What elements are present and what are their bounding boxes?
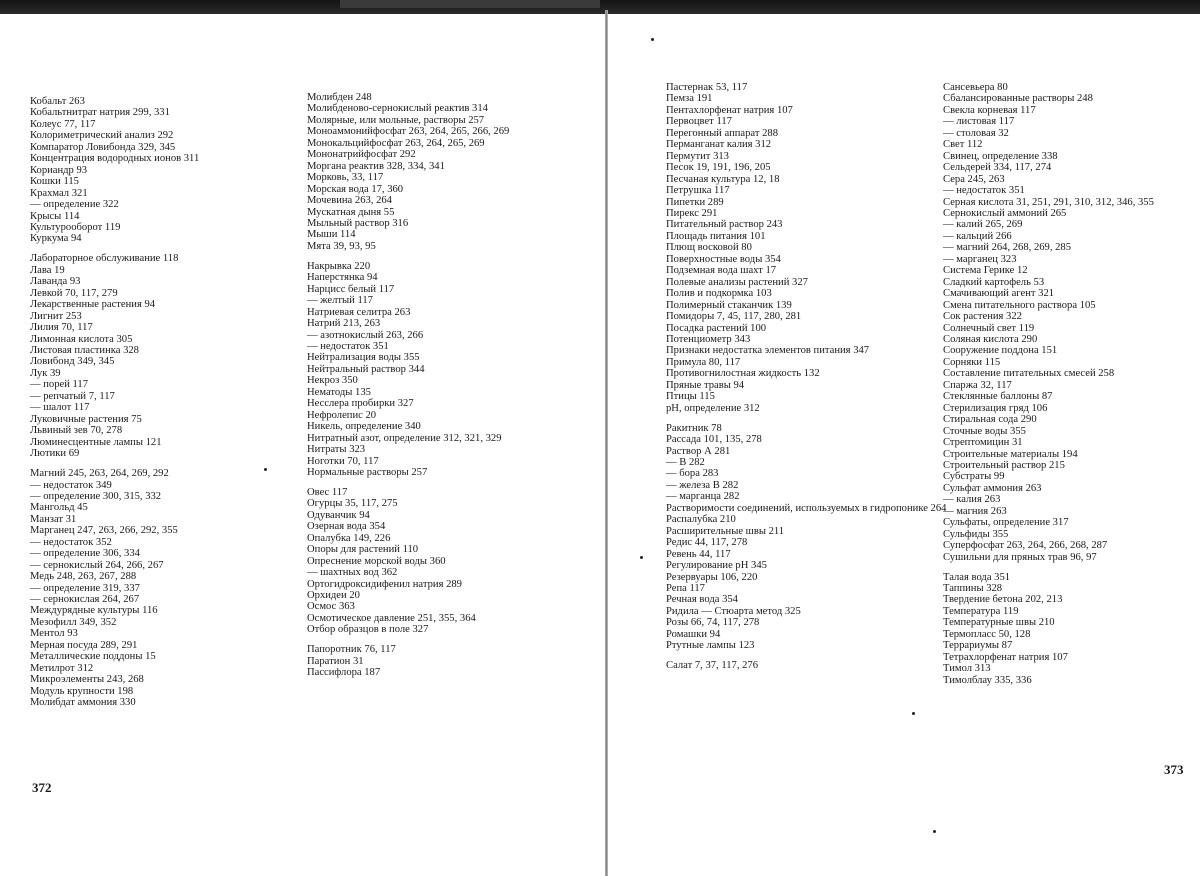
letter-group-gap <box>666 414 928 423</box>
index-entry: Моргана реактив 328, 334, 341 <box>307 160 445 172</box>
index-entry: Сульфиды 355 <box>943 528 1009 540</box>
index-entry: Сточные воды 355 <box>943 425 1026 437</box>
index-entry: Кобальт 263 <box>30 96 85 107</box>
index-entry: Потенциометр 343 <box>666 333 751 345</box>
index-entry: — азотнокислый 263, 266 <box>307 329 424 341</box>
index-entry: — В 282 <box>666 457 705 468</box>
index-entry: Тимол 313 <box>943 663 991 675</box>
index-entry: Ридила — Стюарта метод 325 <box>666 605 801 617</box>
letter-group-gap <box>307 636 579 645</box>
index-entry: Резервуары 106, 220 <box>666 571 758 583</box>
index-entry: Ромашки 94 <box>666 628 721 640</box>
index-entry: Молярные, или мольные, растворы 257 <box>307 114 485 126</box>
index-entry: Нефролепис 20 <box>307 409 377 421</box>
index-entry: Пермутит 313 <box>666 150 729 162</box>
index-entry: Сооружение поддона 151 <box>943 345 1058 357</box>
index-entry: Речная вода 354 <box>666 594 738 606</box>
index-entry: Лук 39 <box>30 367 61 379</box>
index-entry: Репа 117 <box>666 582 705 594</box>
index-entry: — калий 265, 269 <box>943 219 1023 231</box>
index-entry: — столовая 32 <box>943 127 1009 139</box>
index-entry: Мыши 114 <box>307 229 356 241</box>
index-entry: Сорняки 115 <box>943 356 1001 368</box>
index-entry: Песчаная культура 12, 18 <box>666 173 780 185</box>
index-entry: Сера 245, 263 <box>943 173 1005 185</box>
letter-group-gap <box>666 652 928 661</box>
index-entry: Колориметрический анализ 292 <box>30 130 174 142</box>
index-entry: Орхидеи 20 <box>307 590 360 602</box>
scan-speck <box>640 556 643 559</box>
index-entry: Нейтрализация воды 355 <box>307 352 420 364</box>
index-entry: Мыльный раствор 316 <box>307 217 409 229</box>
index-entry: Кориандр 93 <box>30 164 88 176</box>
index-entry: Компаратор Ловибонда 329, 345 <box>30 141 176 153</box>
index-entry: Спаржа 32, 117 <box>943 379 1012 391</box>
index-entry: Моноаммонийфосфат 263, 264, 265, 266, 269 <box>307 126 510 138</box>
index-entry: Мята 39, 93, 95 <box>307 240 376 252</box>
index-entry: Ревень 44, 117 <box>666 548 731 560</box>
index-entry: Никель, определение 340 <box>307 421 421 433</box>
index-entry: Питательный раствор 243 <box>666 219 783 231</box>
index-entry: Концентрация водородных ионов 311 <box>30 153 200 165</box>
index-entry: Строительные материалы 194 <box>943 448 1078 460</box>
index-entry: Субстраты 99 <box>943 471 1005 483</box>
index-entry: Смачивающий агент 321 <box>943 288 1055 300</box>
index-entry: Нитратный азот, определение 312, 321, 329 <box>307 432 502 444</box>
index-entry: Лекарственные растения 94 <box>30 299 156 311</box>
index-column-3 <box>666 82 947 672</box>
index-entry: Раствор А 281 <box>666 445 731 457</box>
index-entry: Ортогидроксидифенил натрия 289 <box>307 578 462 590</box>
index-entry: — марганец 323 <box>943 253 1017 265</box>
index-entry: Сансевьера 80 <box>943 82 1008 93</box>
index-entry: Одуванчик 94 <box>307 509 370 521</box>
index-entry: Сбалансированные растворы 248 <box>943 93 1093 105</box>
index-entry: Огурцы 35, 117, 275 <box>307 498 398 510</box>
index-entry: Ртутные лампы 123 <box>666 640 755 652</box>
index-entry: Кошки 115 <box>30 176 79 188</box>
index-entry: Пипетки 289 <box>666 196 724 208</box>
index-entry: Ментол 93 <box>30 628 78 640</box>
index-entry: Овес 117 <box>307 486 348 498</box>
index-entry: Сернокислый аммоний 265 <box>943 207 1067 219</box>
index-entry: Мерная посуда 289, 291 <box>30 639 138 651</box>
index-entry: Сельдерей 334, 117, 274 <box>943 162 1052 174</box>
index-entry: pH, определение 312 <box>666 402 760 414</box>
index-entry: Куркума 94 <box>30 233 82 245</box>
index-entry: — порей 117 <box>30 379 89 391</box>
index-entry: Лютики 69 <box>30 448 80 460</box>
index-entry: Озерная вода 354 <box>307 521 386 533</box>
index-entry: Осмос 363 <box>307 601 355 613</box>
index-entry: Таппины 328 <box>943 582 1003 594</box>
index-entry: Метилрот 312 <box>30 662 94 674</box>
index-entry: Распалубка 210 <box>666 514 736 526</box>
index-entry: Нематоды 135 <box>307 386 371 398</box>
index-entry: — определение 319, 337 <box>30 582 140 594</box>
index-entry: — недостаток 349 <box>30 479 112 491</box>
index-entry: Мускатная дыня 55 <box>307 206 395 218</box>
index-entry: Стерилизация гряд 106 <box>943 402 1048 414</box>
index-entry: Пассифлора 187 <box>307 667 381 679</box>
scan-speck <box>912 712 915 715</box>
index-entry: Строительный раствор 215 <box>943 459 1065 471</box>
index-entry: Лаванда 93 <box>30 276 81 288</box>
index-entry: Полевые анализы растений 327 <box>666 276 808 288</box>
index-entry: Опалубка 149, 226 <box>307 532 391 544</box>
index-entry: Расширительные швы 211 <box>666 525 785 537</box>
index-entry: Магний 245, 263, 264, 269, 292 <box>30 468 169 480</box>
index-entry: Монокальцийфосфат 263, 264, 265, 269 <box>307 137 485 149</box>
index-entry: Розы 66, 74, 117, 278 <box>666 617 760 629</box>
index-entry: Пряные травы 94 <box>666 379 745 391</box>
index-entry: Микроэлементы 243, 268 <box>30 674 144 686</box>
page-number-right: 373 <box>1164 762 1184 777</box>
index-entry: Морковь, 33, 117 <box>307 172 384 184</box>
index-entry: Лимонная кислота 305 <box>30 333 133 345</box>
index-entry: Стеклянные баллоны 87 <box>943 391 1053 403</box>
index-entry: Песок 19, 191, 196, 205 <box>666 162 771 174</box>
index-entry: Сладкий картофель 53 <box>943 276 1045 288</box>
index-entry: Температурные швы 210 <box>943 617 1055 629</box>
scan-speck <box>264 468 267 471</box>
index-entry: Стрептомицин 31 <box>943 437 1023 449</box>
index-entry: Ноготки 70, 117 <box>307 455 379 467</box>
index-entry: Левкой 70, 117, 279 <box>30 287 118 299</box>
index-entry: Паратион 31 <box>307 655 364 667</box>
index-entry: Система Герике 12 <box>943 265 1028 277</box>
index-entry: Редис 44, 117, 278 <box>666 537 748 549</box>
index-entry: Твердение бетона 202, 213 <box>943 594 1063 606</box>
index-entry: Посадка растений 100 <box>666 322 767 334</box>
index-entry: Салат 7, 37, 117, 276 <box>666 660 759 672</box>
index-entry: Междурядные культуры 116 <box>30 605 158 617</box>
index-entry: Молибденово-сернокислый реактив 314 <box>307 103 488 115</box>
index-entry: Опоры для растений 110 <box>307 544 419 556</box>
index-entry: Лилия 70, 117 <box>30 322 93 334</box>
index-entry: Полимерный стаканчик 139 <box>666 299 792 311</box>
index-entry: Нитраты 323 <box>307 444 366 456</box>
index-entry: — магний 264, 268, 269, 285 <box>943 242 1072 254</box>
index-entry: Сушильни для пряных трав 96, 97 <box>943 551 1097 563</box>
index-entry: Нормальные растворы 257 <box>307 467 428 478</box>
index-entry: Мангольд 45 <box>30 502 88 514</box>
index-entry: Папоротник 76, 117 <box>307 644 396 656</box>
index-entry: Площадь питания 101 <box>666 230 766 242</box>
index-entry: Культурооборот 119 <box>30 221 121 233</box>
index-entry: Морская вода 17, 360 <box>307 183 404 195</box>
index-entry: Термопласс 50, 128 <box>943 628 1031 640</box>
index-entry: Отбор образцов в поле 327 <box>307 624 429 636</box>
index-entry: — кальций 266 <box>943 230 1012 242</box>
index-entry: Примула 80, 117 <box>666 356 741 368</box>
index-entry: Опреснение морской воды 360 <box>307 555 446 567</box>
index-entry: Сульфаты, определение 317 <box>943 517 1069 529</box>
index-entry: Марганец 247, 263, 266, 292, 355 <box>30 525 178 537</box>
index-entry: Накрывка 220 <box>307 260 371 272</box>
index-entry: Лабораторное обслуживание 118 <box>30 253 179 265</box>
index-entry: Молибден 248 <box>307 92 372 103</box>
index-entry: Ловибонд 349, 345 <box>30 356 115 368</box>
index-column-2 <box>307 92 579 679</box>
index-entry: Первоцвет 117 <box>666 116 732 128</box>
index-entry: Луковичные растения 75 <box>30 413 142 425</box>
index-entry: — недостаток 351 <box>943 185 1025 197</box>
index-entry: — определение 300, 315, 332 <box>30 490 162 502</box>
index-entry: Свекла корневая 117 <box>943 104 1036 116</box>
index-column-4 <box>943 82 1198 686</box>
index-entry: Модуль крупности 198 <box>30 685 134 697</box>
index-entry: Лигнит 253 <box>30 310 82 322</box>
index-entry: Террариумы 87 <box>943 640 1013 652</box>
index-entry: Стиральная сода 290 <box>943 414 1037 426</box>
index-entry: Некроз 350 <box>307 375 358 387</box>
index-entry: Серная кислота 31, 251, 291, 310, 312, 346, 355 <box>943 196 1154 208</box>
index-entry: Манзат 31 <box>30 513 77 525</box>
index-entry: Петрушка 117 <box>666 185 730 197</box>
index-entry: Пирекс 291 <box>666 207 718 219</box>
index-entry: Львиный зев 70, 278 <box>30 425 123 437</box>
index-entry: Температура 119 <box>943 605 1019 617</box>
index-entry: Регулирование pH 345 <box>666 560 767 572</box>
index-entry: Пентахлорфенат натрия 107 <box>666 104 793 116</box>
index-entry: Нарцисс белый 117 <box>307 283 395 295</box>
index-entry: Колеус 77, 117 <box>30 118 96 130</box>
index-entry: Сульфат аммония 263 <box>943 482 1042 494</box>
index-entry: Осмотическое давление 251, 355, 364 <box>307 612 476 624</box>
index-entry: Сок растения 322 <box>943 311 1022 323</box>
index-entry: — шалот 117 <box>30 402 90 414</box>
index-entry: Поверхностные воды 354 <box>666 253 781 265</box>
index-entry: Пастернак 53, 117 <box>666 82 748 93</box>
index-entry: Мочевина 263, 264 <box>307 195 392 207</box>
index-entry: — марганца 282 <box>666 491 740 503</box>
index-entry: Натрий 213, 263 <box>307 318 381 330</box>
index-entry: Люминесцентные лампы 121 <box>30 436 162 448</box>
letter-group-gap <box>30 460 302 469</box>
index-entry: Смена питательного раствора 105 <box>943 299 1096 311</box>
index-entry: Тимолблау 335, 336 <box>943 674 1032 686</box>
index-entry: Металлические поддоны 15 <box>30 651 156 663</box>
index-entry: — репчатый 7, 117 <box>30 390 115 402</box>
letter-group-gap <box>943 563 1198 572</box>
index-entry: — недостаток 352 <box>30 536 112 548</box>
index-entry: Рассада 101, 135, 278 <box>666 434 762 446</box>
index-entry: Лава 19 <box>30 264 65 276</box>
letter-group-gap <box>307 252 579 261</box>
index-entry: Талая вода 351 <box>943 571 1011 583</box>
index-entry: Перегонный аппарат 288 <box>666 127 778 139</box>
index-entry: — железа В 282 <box>666 479 739 491</box>
index-entry: Наперстянка 94 <box>307 272 378 284</box>
index-entry: Противогнилостная жидкость 132 <box>666 368 820 380</box>
letter-group-gap <box>30 245 302 254</box>
index-entry: Нейтральный раствор 344 <box>307 363 425 375</box>
index-entry: — шахтных вод 362 <box>307 567 398 579</box>
index-entry: — сернокислый 264, 266, 267 <box>30 559 164 571</box>
index-entry: Кобальтнитрат натрия 299, 331 <box>30 107 170 119</box>
index-entry: Натриевая селитра 263 <box>307 306 411 318</box>
index-entry: — определение 322 <box>30 199 119 211</box>
index-entry: — калия 263 <box>943 494 1001 506</box>
page-number-left: 372 <box>32 780 52 795</box>
index-entry: Признаки недостатка элементов питания 347 <box>666 345 870 357</box>
index-entry: Птицы 115 <box>666 391 715 403</box>
index-entry: Полив и подкормка 103 <box>666 288 772 300</box>
scan-speck <box>651 38 654 41</box>
index-entry: Свинец, определение 338 <box>943 150 1058 162</box>
index-entry: Тетрахлорфенат натрия 107 <box>943 651 1068 663</box>
index-column-1 <box>30 96 302 709</box>
right-page <box>608 0 1200 876</box>
index-entry: Медь 248, 263, 267, 288 <box>30 571 137 583</box>
index-entry: Ракитник 78 <box>666 422 722 434</box>
index-entry: — листовая 117 <box>943 116 1015 128</box>
index-entry: Молибдат аммония 330 <box>30 697 136 709</box>
index-entry: Помидоры 7, 45, 117, 280, 281 <box>666 311 802 323</box>
index-entry: — магния 263 <box>943 505 1007 517</box>
letter-group-gap <box>307 478 579 487</box>
index-entry: Крахмал 321 <box>30 187 88 199</box>
index-entry: — бора 283 <box>666 468 719 480</box>
index-entry: — желтый 117 <box>307 295 373 307</box>
index-entry: Пемза 191 <box>666 93 713 105</box>
index-entry: Суперфосфат 263, 264, 266, 268, 287 <box>943 540 1108 552</box>
index-entry: — сернокислая 264, 267 <box>30 594 140 606</box>
index-entry: Мезофилл 349, 352 <box>30 616 117 628</box>
index-entry: — недостаток 351 <box>307 341 389 353</box>
scan-speck <box>933 830 936 833</box>
index-entry: Листовая пластинка 328 <box>30 345 139 357</box>
index-entry: Плющ восковой 80 <box>666 242 752 254</box>
index-entry: Солнечный свет 119 <box>943 322 1035 334</box>
index-entry: Крысы 114 <box>30 210 80 222</box>
index-entry: — определение 306, 334 <box>30 548 140 560</box>
index-entry: Соляная кислота 290 <box>943 333 1038 345</box>
index-entry: Перманганат калия 312 <box>666 139 772 151</box>
index-entry: Растворимости соединений, используемых в гидропонике 264 <box>666 502 947 514</box>
index-entry: Несслера пробирки 327 <box>307 398 414 410</box>
index-entry: Мононатрийфосфат 292 <box>307 149 416 161</box>
index-entry: Свет 112 <box>943 139 983 151</box>
index-entry: Подземная вода шахт 17 <box>666 265 777 277</box>
index-entry: Составление питательных смесей 258 <box>943 368 1115 380</box>
